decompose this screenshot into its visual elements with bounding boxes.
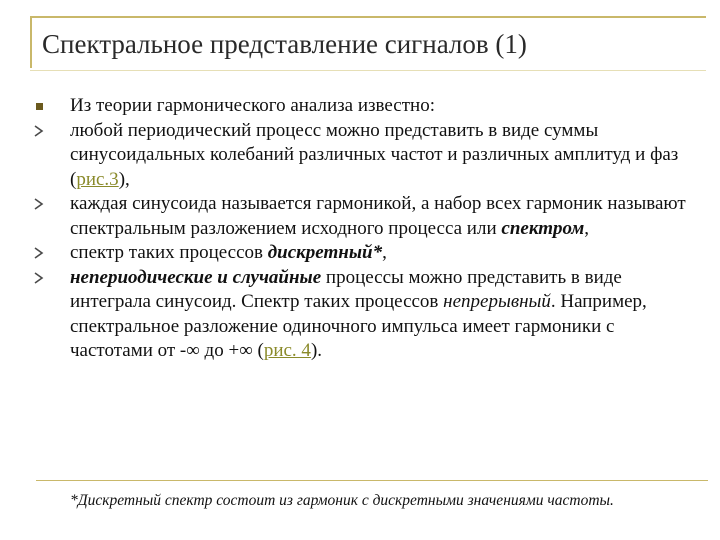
list-item [70,192,690,241]
arrow-bullet-icon [34,266,48,290]
list-item [70,119,690,193]
arrow-bullet-icon [34,119,48,143]
list-item [70,94,690,119]
arrow-bullet-icon [34,241,48,265]
figure-3-link[interactable]: рис.3 [76,168,119,190]
item-text: ). [310,340,323,361]
square-bullet-icon [34,94,48,118]
emphasis-text: дискретный* [267,242,383,263]
page-title: Спектральное представление сигналов (1) [42,29,527,59]
item-text: спектр таких процессов [70,242,268,263]
item-text: процессы можно представить в виде интеграла синусоид. Спектр таких процессов [70,266,622,312]
figure-4-link[interactable]: рис. 4 [263,340,311,361]
item-text: , [382,242,387,263]
item-text: . Например, спектральное разложение одиночного импульса имеет гармоники с частотами от -∞ до +∞ ( [70,291,647,361]
arrow-bullet-icon [34,192,48,216]
footnote-divider [36,480,708,481]
list-item [70,266,690,364]
list-item [70,241,690,266]
title-frame-left-rule [30,16,32,68]
item-text: Из теории гармонического анализа известно: [70,95,435,116]
bullet-list [70,94,690,364]
emphasis-text: спектром [501,217,585,239]
title-frame-top-rule [30,16,706,18]
item-text: любой периодический процесс можно представить в виде суммы синусоидальных колебаний различных частот и различных амплитуд и фаз ( [70,119,679,190]
footnote: *Дискретный спектр состоит из гармоник с дискретными значениями частоты. [70,492,614,509]
item-text: каждая синусоида называется гармоникой, а набор всех гармоник называют спектральным разложением исходного процесса или [70,193,686,239]
title-frame-bottom-rule [30,70,706,71]
item-text: , [584,217,590,239]
italic-text: непрерывный [443,291,551,312]
emphasis-text: непериодические и случайные [70,266,322,288]
item-text: ), [118,168,130,190]
